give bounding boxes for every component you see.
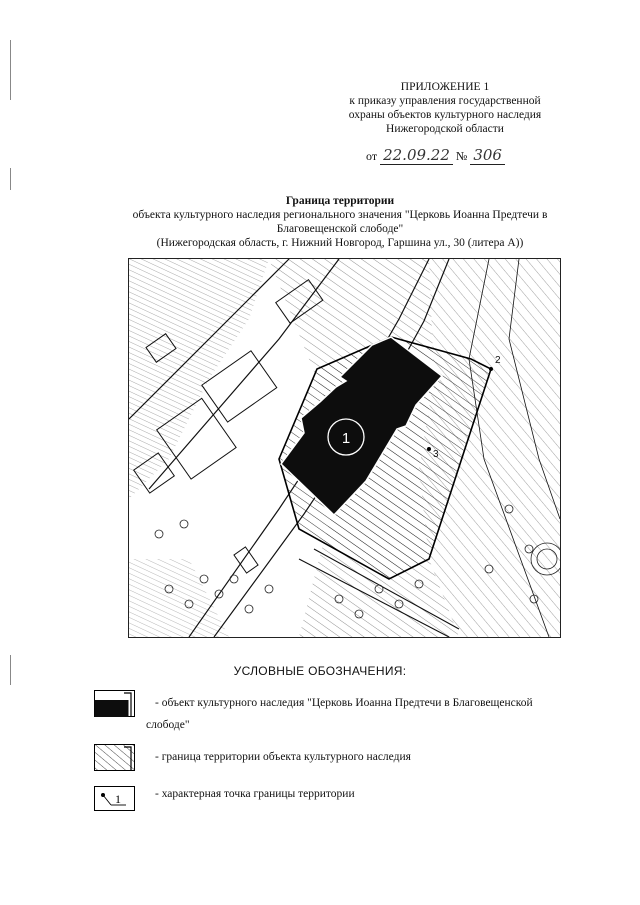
legend-text: - характерная точка границы территории — [155, 788, 355, 800]
subtitle-line: (Нижегородская область, г. Нижний Новгород, Гаршина ул., 30 (литера А)) — [156, 237, 524, 249]
map-drawing — [129, 259, 560, 637]
annex-line: к приказу управления государственной — [349, 95, 541, 107]
boundary-point-symbol-label: 1 — [115, 792, 121, 806]
legend-text: - граница территории объекта культурного наследия — [155, 751, 411, 763]
hatched-territory-symbol-icon — [94, 744, 136, 772]
document-title-block — [90, 194, 590, 250]
handwritten-date: 22.09.22 — [380, 146, 453, 165]
cadastral-map — [128, 258, 561, 638]
legend-item-territory — [94, 744, 136, 777]
legend-item-heritage-object — [94, 690, 136, 723]
legend-item-boundary-point — [94, 786, 136, 817]
boundary-point-label: 2 — [495, 355, 501, 366]
scan-edge-mark — [10, 40, 11, 100]
annex-line: охраны объектов культурного наследия — [348, 109, 542, 121]
annex-line: Нижегородской области — [386, 123, 504, 135]
from-label: от — [366, 149, 378, 163]
handwritten-number: 306 — [470, 146, 505, 165]
heritage-object-symbol-icon — [94, 690, 136, 718]
number-label: № — [455, 149, 468, 163]
legend-text: слободе" — [146, 719, 190, 731]
annex-header — [330, 80, 560, 136]
legend-title: УСЛОВНЫЕ ОБОЗНАЧЕНИЯ: — [233, 664, 407, 678]
object-number-label: 1 — [341, 430, 351, 447]
scan-edge-mark — [10, 168, 11, 190]
subtitle-line: Благовещенской слободе" — [276, 223, 404, 235]
legend-text: - объект культурного наследия "Церковь Иоанна Предтечи в Благовещенской — [155, 697, 533, 709]
subtitle-line: объекта культурного наследия регионального значения "Церковь Иоанна Предтечи в — [132, 209, 548, 221]
annex-line: ПРИЛОЖЕНИЕ 1 — [400, 81, 490, 93]
boundary-point-symbol-icon — [94, 786, 136, 812]
document-title: Граница территории — [285, 195, 395, 207]
order-date-number — [366, 146, 505, 164]
boundary-point-label: 3 — [433, 449, 439, 460]
